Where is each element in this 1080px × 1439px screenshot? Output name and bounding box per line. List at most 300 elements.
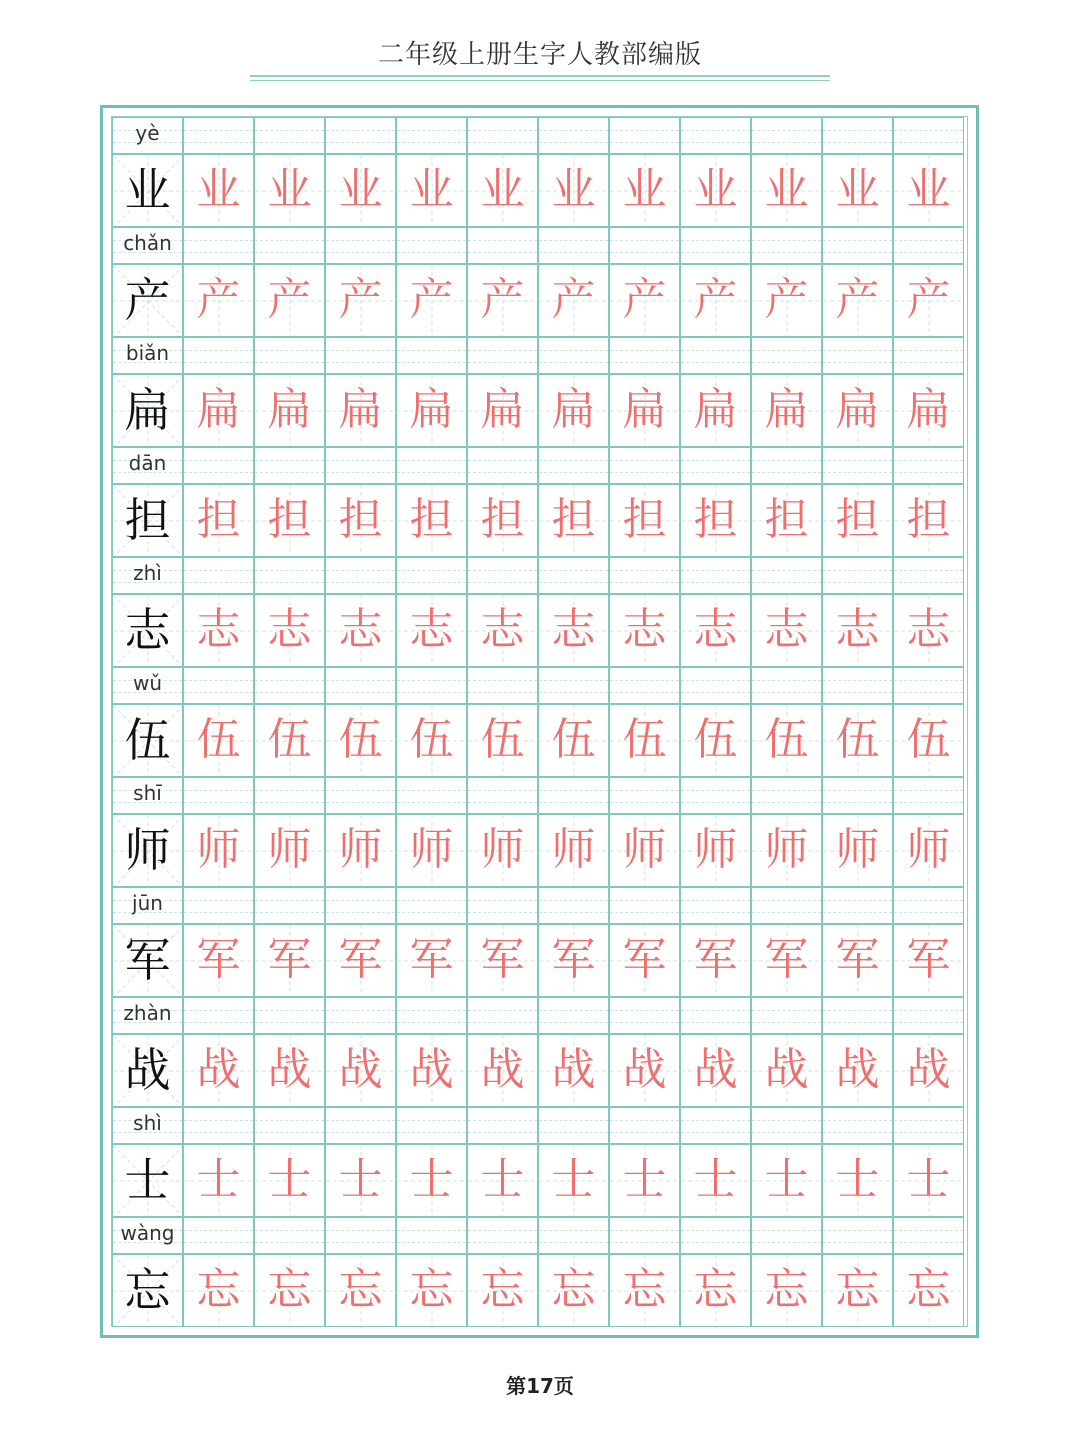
trace-character-cell	[467, 1034, 538, 1107]
character-band	[112, 484, 969, 557]
pinyin-guide-line	[539, 1022, 608, 1023]
pinyin-guide-line	[752, 472, 821, 473]
model-character: 扁	[124, 383, 171, 437]
trace-character: 师	[906, 824, 951, 875]
pinyin-guide-line	[539, 1230, 608, 1231]
trace-character: 志	[480, 604, 525, 655]
trace-character: 业	[693, 164, 738, 215]
trace-character-cell	[325, 264, 396, 337]
pinyin-guide-line	[894, 802, 963, 803]
pinyin-guide-line	[184, 1132, 253, 1133]
trace-character: 扁	[480, 384, 525, 435]
pinyin-guide-line	[397, 680, 466, 681]
trace-character-cell	[751, 924, 822, 997]
pinyin-blank-cell	[325, 887, 396, 924]
trace-character: 担	[551, 494, 596, 545]
pinyin-blank-cell	[396, 1217, 467, 1254]
trace-character-cell	[467, 924, 538, 997]
trace-character: 军	[551, 934, 596, 985]
trace-character: 业	[409, 164, 454, 215]
pinyin-guide-line	[184, 570, 253, 571]
trace-character-cell	[538, 594, 609, 667]
pinyin-guide-line	[397, 252, 466, 253]
pinyin-guide-line	[539, 790, 608, 791]
pinyin-guide-line	[610, 1230, 679, 1231]
pinyin-guide-line	[681, 1010, 750, 1011]
pinyin-guide-line	[681, 582, 750, 583]
model-character: 伍	[124, 713, 171, 767]
trace-character-cell	[467, 1254, 538, 1327]
trace-character-cell	[538, 924, 609, 997]
pinyin-guide-line	[539, 1010, 608, 1011]
pinyin-cell	[112, 1107, 183, 1144]
pinyin-blank-cell	[751, 1107, 822, 1144]
trace-character: 产	[480, 274, 525, 325]
trace-character-cell	[538, 1144, 609, 1217]
pinyin-blank-cell	[609, 887, 680, 924]
pinyin-blank-cell	[183, 447, 254, 484]
trace-character-cell	[183, 484, 254, 557]
pinyin-guide-line	[610, 1022, 679, 1023]
pinyin-guide-line	[255, 472, 324, 473]
pinyin-blank-cell	[893, 777, 964, 814]
trace-character: 忘	[338, 1264, 383, 1315]
pinyin-blank-cell	[254, 557, 325, 594]
pinyin-label: shī	[133, 781, 162, 805]
pinyin-cell	[112, 117, 183, 154]
pinyin-guide-line	[397, 130, 466, 131]
trace-character: 志	[196, 604, 241, 655]
pinyin-blank-cell	[183, 1217, 254, 1254]
pinyin-blank-cell	[467, 887, 538, 924]
trace-character: 扁	[409, 384, 454, 435]
pinyin-blank-cell	[680, 557, 751, 594]
pinyin-blank-cell	[254, 227, 325, 264]
pinyin-blank-cell	[467, 557, 538, 594]
pinyin-guide-line	[823, 460, 892, 461]
pinyin-guide-line	[255, 1132, 324, 1133]
pinyin-guide-line	[681, 130, 750, 131]
pinyin-guide-line	[468, 472, 537, 473]
trace-character: 产	[551, 274, 596, 325]
pinyin-guide-line	[752, 570, 821, 571]
pinyin-guide-line	[752, 350, 821, 351]
pinyin-blank-cell	[680, 337, 751, 374]
pinyin-guide-line	[326, 142, 395, 143]
practice-row	[112, 777, 969, 887]
pinyin-guide-line	[255, 680, 324, 681]
pinyin-guide-line	[681, 1022, 750, 1023]
pinyin-blank-cell	[609, 117, 680, 154]
pinyin-guide-line	[397, 350, 466, 351]
trace-character: 师	[338, 824, 383, 875]
trace-character: 战	[480, 1044, 525, 1095]
trace-character-cell	[893, 814, 964, 887]
pinyin-cell	[112, 997, 183, 1034]
pinyin-blank-cell	[822, 887, 893, 924]
trace-character-cell	[680, 594, 751, 667]
pinyin-guide-line	[823, 1010, 892, 1011]
model-character: 师	[124, 823, 171, 877]
pinyin-guide-line	[326, 570, 395, 571]
trace-character-cell	[325, 1254, 396, 1327]
trace-character-cell	[325, 814, 396, 887]
trace-character-cell	[254, 154, 325, 227]
pinyin-guide-line	[468, 1022, 537, 1023]
trace-character: 扁	[835, 384, 880, 435]
pinyin-blank-cell	[680, 887, 751, 924]
trace-character-cell	[538, 264, 609, 337]
pinyin-blank-cell	[751, 887, 822, 924]
pinyin-guide-line	[681, 460, 750, 461]
pinyin-label: wàng	[120, 1221, 175, 1245]
practice-row	[112, 227, 969, 337]
pinyin-blank-cell	[893, 337, 964, 374]
pinyin-band	[112, 447, 969, 484]
pinyin-blank-cell	[254, 1107, 325, 1144]
trace-character: 业	[622, 164, 667, 215]
pinyin-guide-line	[752, 130, 821, 131]
trace-character-cell	[893, 374, 964, 447]
pinyin-blank-cell	[680, 667, 751, 704]
trace-character-cell	[680, 924, 751, 997]
trace-character: 军	[267, 934, 312, 985]
pinyin-guide-line	[681, 692, 750, 693]
pinyin-blank-cell	[822, 1217, 893, 1254]
trace-character-cell	[396, 1144, 467, 1217]
trace-character: 忘	[906, 1264, 951, 1315]
trace-character-cell	[609, 924, 680, 997]
pinyin-blank-cell	[538, 337, 609, 374]
pinyin-blank-cell	[751, 447, 822, 484]
trace-character-cell	[183, 594, 254, 667]
trace-character: 扁	[622, 384, 667, 435]
pinyin-guide-line	[894, 570, 963, 571]
pinyin-guide-line	[326, 1132, 395, 1133]
pinyin-guide-line	[752, 900, 821, 901]
pinyin-guide-line	[255, 900, 324, 901]
trace-character-cell	[680, 814, 751, 887]
pinyin-blank-cell	[467, 337, 538, 374]
pinyin-blank-cell	[254, 997, 325, 1034]
pinyin-blank-cell	[467, 447, 538, 484]
pinyin-guide-line	[894, 130, 963, 131]
pinyin-guide-line	[681, 802, 750, 803]
pinyin-cell	[112, 667, 183, 704]
character-band	[112, 264, 969, 337]
trace-character-cell	[609, 1254, 680, 1327]
pinyin-guide-line	[326, 1230, 395, 1231]
pinyin-blank-cell	[396, 227, 467, 264]
pinyin-label: zhì	[133, 561, 162, 585]
pinyin-blank-cell	[183, 227, 254, 264]
trace-character: 师	[551, 824, 596, 875]
trace-character-cell	[254, 374, 325, 447]
trace-character: 扁	[196, 384, 241, 435]
pinyin-guide-line	[255, 582, 324, 583]
title-underline	[250, 75, 830, 77]
model-character-cell	[112, 154, 183, 227]
page-title: 二年级上册生字人教部编版	[377, 40, 702, 70]
pinyin-band	[112, 557, 969, 594]
trace-character-cell	[822, 1034, 893, 1107]
pinyin-guide-line	[468, 240, 537, 241]
pinyin-blank-cell	[538, 887, 609, 924]
pinyin-guide-line	[326, 1022, 395, 1023]
trace-character-cell	[396, 1254, 467, 1327]
trace-character-cell	[538, 704, 609, 777]
pinyin-guide-line	[894, 472, 963, 473]
pinyin-guide-line	[539, 570, 608, 571]
pinyin-blank-cell	[254, 117, 325, 154]
pinyin-guide-line	[823, 680, 892, 681]
pinyin-guide-line	[326, 350, 395, 351]
pinyin-guide-line	[610, 252, 679, 253]
trace-character: 伍	[906, 714, 951, 765]
trace-character: 扁	[906, 384, 951, 435]
trace-character-cell	[609, 264, 680, 337]
pinyin-blank-cell	[396, 667, 467, 704]
trace-character: 师	[196, 824, 241, 875]
trace-character-cell	[680, 704, 751, 777]
trace-character: 志	[551, 604, 596, 655]
pinyin-blank-cell	[396, 777, 467, 814]
trace-character-cell	[822, 264, 893, 337]
pinyin-guide-line	[326, 1242, 395, 1243]
trace-character-cell	[396, 594, 467, 667]
trace-character: 战	[409, 1044, 454, 1095]
pinyin-blank-cell	[751, 337, 822, 374]
trace-character: 伍	[267, 714, 312, 765]
pinyin-blank-cell	[538, 227, 609, 264]
pinyin-guide-line	[681, 912, 750, 913]
trace-character-cell	[538, 814, 609, 887]
trace-character: 业	[196, 164, 241, 215]
pinyin-guide-line	[823, 692, 892, 693]
pinyin-blank-cell	[467, 1107, 538, 1144]
pinyin-guide-line	[823, 130, 892, 131]
trace-character-cell	[822, 594, 893, 667]
pinyin-guide-line	[539, 1132, 608, 1133]
trace-character-cell	[254, 594, 325, 667]
pinyin-guide-line	[752, 362, 821, 363]
pinyin-guide-line	[255, 142, 324, 143]
pinyin-guide-line	[468, 912, 537, 913]
pinyin-blank-cell	[325, 667, 396, 704]
pinyin-blank-cell	[538, 1217, 609, 1254]
pinyin-guide-line	[894, 362, 963, 363]
trace-character-cell	[254, 484, 325, 557]
pinyin-blank-cell	[325, 447, 396, 484]
practice-sheet	[100, 105, 979, 1338]
pinyin-blank-cell	[822, 667, 893, 704]
trace-character: 伍	[835, 714, 880, 765]
pinyin-guide-line	[894, 680, 963, 681]
pinyin-guide-line	[681, 1230, 750, 1231]
trace-character: 士	[551, 1154, 596, 1205]
pinyin-guide-line	[539, 252, 608, 253]
trace-character: 军	[196, 934, 241, 985]
character-band	[112, 704, 969, 777]
trace-character-cell	[822, 814, 893, 887]
trace-character: 担	[906, 494, 951, 545]
pinyin-blank-cell	[467, 997, 538, 1034]
pinyin-blank-cell	[680, 117, 751, 154]
pinyin-blank-cell	[893, 1217, 964, 1254]
pinyin-guide-line	[823, 1022, 892, 1023]
pinyin-guide-line	[468, 790, 537, 791]
pinyin-guide-line	[894, 1230, 963, 1231]
pinyin-guide-line	[255, 1010, 324, 1011]
trace-character-cell	[325, 594, 396, 667]
pinyin-guide-line	[681, 790, 750, 791]
trace-character-cell	[609, 1034, 680, 1107]
pinyin-guide-line	[539, 900, 608, 901]
trace-character: 士	[906, 1154, 951, 1205]
trace-character: 师	[693, 824, 738, 875]
pinyin-blank-cell	[893, 667, 964, 704]
trace-character-cell	[183, 704, 254, 777]
pinyin-guide-line	[894, 1132, 963, 1133]
trace-character-cell	[680, 1034, 751, 1107]
pinyin-blank-cell	[751, 557, 822, 594]
pinyin-guide-line	[681, 252, 750, 253]
trace-character: 战	[693, 1044, 738, 1095]
pinyin-blank-cell	[396, 887, 467, 924]
pinyin-blank-cell	[609, 337, 680, 374]
pinyin-guide-line	[823, 362, 892, 363]
pinyin-blank-cell	[325, 777, 396, 814]
pinyin-band	[112, 1107, 969, 1144]
trace-character-cell	[680, 154, 751, 227]
pinyin-blank-cell	[893, 117, 964, 154]
pinyin-guide-line	[184, 1022, 253, 1023]
pinyin-guide-line	[184, 582, 253, 583]
pinyin-blank-cell	[609, 1217, 680, 1254]
trace-character-cell	[822, 154, 893, 227]
trace-character: 师	[409, 824, 454, 875]
model-character-cell	[112, 1144, 183, 1217]
trace-character: 志	[267, 604, 312, 655]
pinyin-band	[112, 337, 969, 374]
trace-character: 担	[196, 494, 241, 545]
pinyin-guide-line	[752, 692, 821, 693]
pinyin-guide-line	[823, 472, 892, 473]
pinyin-guide-line	[823, 900, 892, 901]
trace-character-cell	[822, 484, 893, 557]
pinyin-guide-line	[539, 1120, 608, 1121]
trace-character-cell	[893, 594, 964, 667]
pinyin-guide-line	[823, 912, 892, 913]
pinyin-guide-line	[397, 362, 466, 363]
pinyin-guide-line	[539, 802, 608, 803]
trace-character: 士	[693, 1154, 738, 1205]
trace-character: 业	[480, 164, 525, 215]
trace-character: 扁	[551, 384, 596, 435]
character-band	[112, 594, 969, 667]
pinyin-guide-line	[468, 252, 537, 253]
pinyin-guide-line	[255, 790, 324, 791]
pinyin-blank-cell	[609, 447, 680, 484]
trace-character-cell	[396, 814, 467, 887]
trace-character-cell	[467, 1144, 538, 1217]
pinyin-guide-line	[681, 472, 750, 473]
pinyin-blank-cell	[822, 447, 893, 484]
pinyin-blank-cell	[751, 997, 822, 1034]
pinyin-guide-line	[184, 472, 253, 473]
pinyin-guide-line	[752, 1120, 821, 1121]
pinyin-guide-line	[610, 582, 679, 583]
character-band	[112, 814, 969, 887]
pinyin-guide-line	[681, 1120, 750, 1121]
trace-character: 伍	[338, 714, 383, 765]
pinyin-guide-line	[326, 790, 395, 791]
trace-character: 伍	[480, 714, 525, 765]
pinyin-guide-line	[468, 1120, 537, 1121]
pinyin-guide-line	[397, 570, 466, 571]
trace-character: 业	[551, 164, 596, 215]
pinyin-guide-line	[610, 1120, 679, 1121]
pinyin-guide-line	[610, 802, 679, 803]
pinyin-guide-line	[894, 582, 963, 583]
trace-character-cell	[893, 484, 964, 557]
pinyin-guide-line	[610, 900, 679, 901]
practice-row	[112, 1217, 969, 1327]
pinyin-guide-line	[610, 362, 679, 363]
trace-character: 忘	[196, 1264, 241, 1315]
pinyin-blank-cell	[183, 887, 254, 924]
trace-character: 忘	[835, 1264, 880, 1315]
trace-character-cell	[609, 704, 680, 777]
model-character: 担	[124, 493, 171, 547]
trace-character: 扁	[338, 384, 383, 435]
trace-character-cell	[822, 1144, 893, 1217]
pinyin-guide-line	[539, 582, 608, 583]
pinyin-blank-cell	[893, 997, 964, 1034]
pinyin-guide-line	[326, 582, 395, 583]
trace-character-cell	[183, 374, 254, 447]
pinyin-blank-cell	[680, 777, 751, 814]
pinyin-blank-cell	[680, 1217, 751, 1254]
pinyin-blank-cell	[609, 997, 680, 1034]
trace-character-cell	[254, 1034, 325, 1107]
pinyin-blank-cell	[538, 117, 609, 154]
pinyin-blank-cell	[254, 777, 325, 814]
model-character-cell	[112, 924, 183, 997]
model-character: 战	[124, 1043, 171, 1097]
pinyin-guide-line	[681, 1242, 750, 1243]
pinyin-guide-line	[681, 680, 750, 681]
pinyin-guide-line	[823, 582, 892, 583]
pinyin-guide-line	[255, 252, 324, 253]
trace-character-cell	[751, 484, 822, 557]
pinyin-guide-line	[752, 240, 821, 241]
pinyin-cell	[112, 337, 183, 374]
trace-character: 士	[267, 1154, 312, 1205]
pinyin-guide-line	[610, 570, 679, 571]
character-band	[112, 1034, 969, 1107]
trace-character-cell	[893, 154, 964, 227]
pinyin-guide-line	[539, 350, 608, 351]
pinyin-guide-line	[184, 912, 253, 913]
pinyin-guide-line	[326, 472, 395, 473]
trace-character: 军	[835, 934, 880, 985]
pinyin-guide-line	[610, 350, 679, 351]
pinyin-guide-line	[681, 350, 750, 351]
pinyin-cell	[112, 887, 183, 924]
trace-character-cell	[183, 1034, 254, 1107]
trace-character: 伍	[693, 714, 738, 765]
